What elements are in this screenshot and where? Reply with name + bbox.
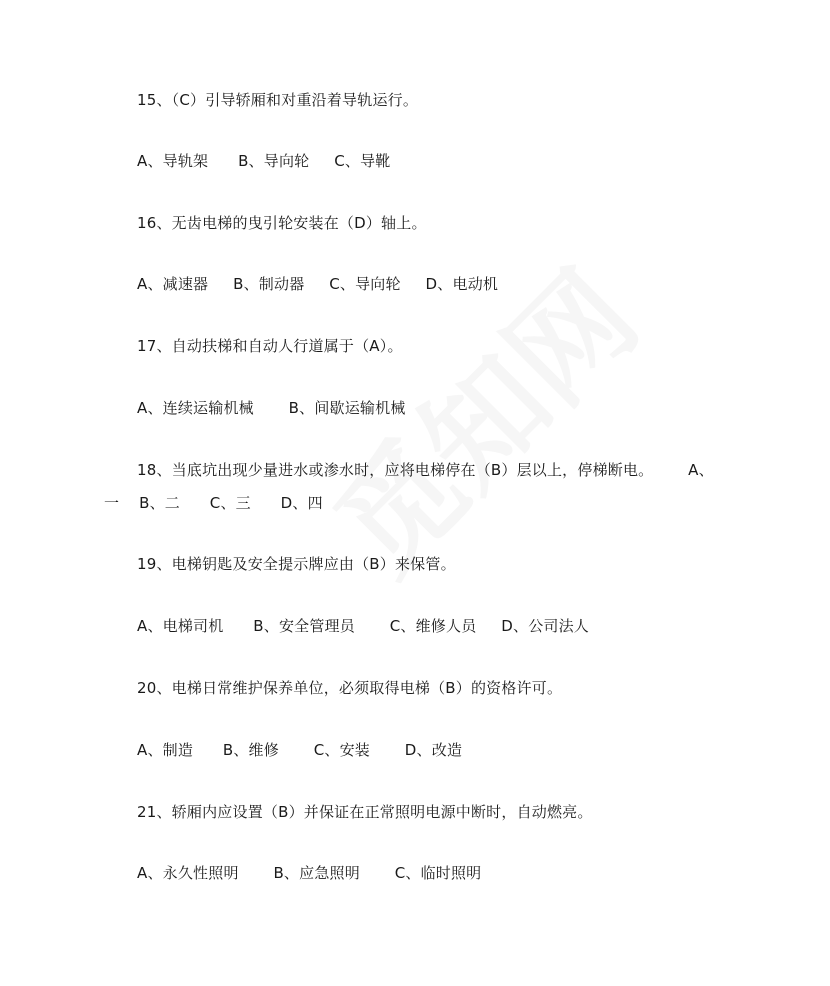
question-19: 19、电梯钥匙及安全提示牌应由（B）来保管。 bbox=[137, 555, 456, 573]
options-16: A、减速器 B、制动器 C、导向轮 D、电动机 bbox=[137, 275, 499, 293]
question-15: 15、（C）引导轿厢和对重沿着导轨运行。 bbox=[137, 91, 419, 109]
options-15: A、导轨架 B、导向轮 C、导靴 bbox=[137, 152, 391, 170]
question-18: 18、当底坑出现少量进水或渗水时，应将电梯停在（B）层以上，停梯断电。 A、 bbox=[137, 461, 714, 479]
options-17: A、连续运输机械 B、间歇运输机械 bbox=[137, 399, 406, 417]
options-19: A、电梯司机 B、安全管理员 C、维修人员 D、公司法人 bbox=[137, 617, 590, 635]
question-16: 16、无齿电梯的曳引轮安装在（D）轴上。 bbox=[137, 214, 427, 232]
question-21: 21、轿厢内应设置（B）并保证在正常照明电源中断时，自动燃亮。 bbox=[137, 803, 593, 821]
question-17: 17、自动扶梯和自动人行道属于（A）。 bbox=[137, 337, 403, 355]
options-20: A、制造 B、维修 C、安装 D、改造 bbox=[137, 741, 463, 759]
options-18: 一 B、二 C、三 D、四 bbox=[104, 494, 323, 512]
question-20: 20、电梯日常维护保养单位，必须取得电梯（B）的资格许可。 bbox=[137, 679, 563, 697]
options-21: A、永久性照明 B、应急照明 C、临时照明 bbox=[137, 864, 482, 882]
